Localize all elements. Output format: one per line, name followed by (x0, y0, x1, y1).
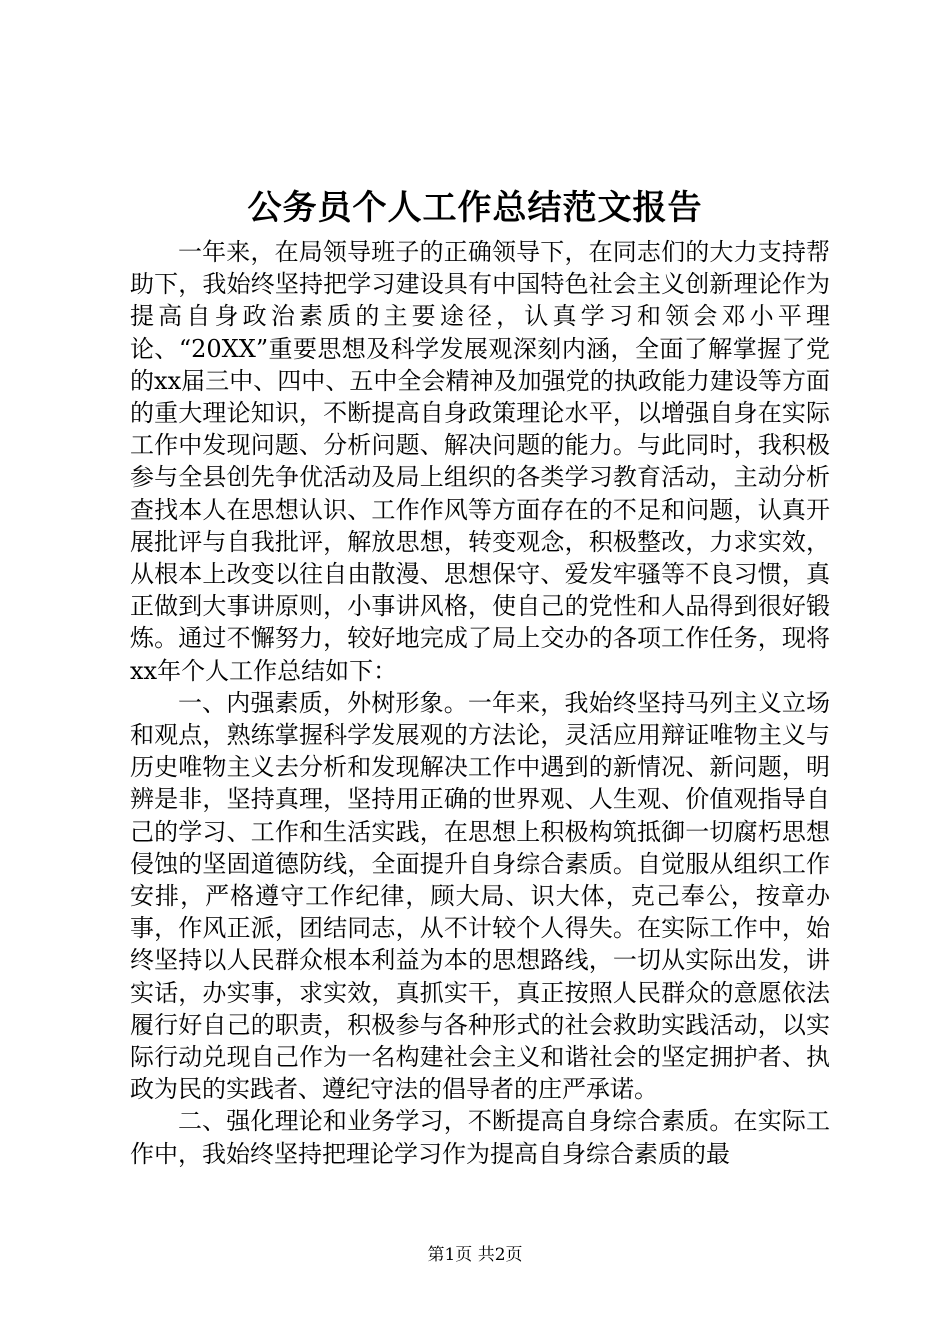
paragraph-intro: 一年来，在局领导班子的正确领导下，在同志们的大力支持帮助下，我始终坚持把学习建设具有中国特色社会主义创新理论作为提高自身政治素质的主要途径，认真学习和领会邓小平理论、“20XX”重要思想及科学发展观深刻内涵，全面了解掌握了党的xx届三中、四中、五中全会精神及加强党的执政能力建设等方面的重大理论知识，不断提高自身政策理论水平，以增强自身在实际工作中发现问题、分析问题、解决问题的能力。与此同时，我积极参与全县创先争优活动及局上组织的各类学习教育活动，主动分析查找本人在思想认识、工作作风等方面存在的不足和问题，认真开展批评与自我批评，解放思想，转变观念，积极整改，力求实效，从根本上改变以往自由散漫、思想保守、爱发牢骚等不良习惯，真正做到大事讲原则，小事讲风格，使自己的党性和人品得到很好锻炼。通过不懈努力，较好地完成了局上交办的各项工作任务，现将xx年个人工作总结如下： (130, 238, 830, 685)
document-title: 公务员个人工作总结范文报告 (247, 188, 703, 228)
paragraph-section-2: 二、强化理论和业务学习，不断提高自身综合素质。在实际工作中，我始终坚持把理论学习作为提高自身综合素质的最 (130, 1107, 830, 1168)
document-body (130, 236, 830, 1170)
paragraph-section-1: 一、内强素质，外树形象。一年来，我始终坚持马列主义立场和观点，熟练掌握科学发展观的方法论，灵活应用辩证唯物主义与历史唯物主义去分析和发现解决工作中遇到的新情况、新问题，明辨是非，坚持真理，坚持用正确的世界观、人生观、价值观指导自己的学习、工作和生活实践，在思想上积极构筑抵御一切腐朽思想侵蚀的坚固道德防线，全面提升自身综合素质。自觉服从组织工作安排，严格遵守工作纪律，顾大局、识大体，克己奉公，按章办事，作风正派，团结同志，从不计较个人得失。在实际工作中，始终坚持以人民群众根本利益为本的思想路线，一切从实际出发，讲实话，办实事，求实效，真抓实干，真正按照人民群众的意愿依法履行好自己的职责，积极参与各种形式的社会救助实践活动，以实际行动兑现自己作为一名构建社会主义和谐社会的坚定拥护者、执政为民的实践者、遵纪守法的倡导者的庄严承诺。 (130, 688, 830, 1104)
page-footer: 第1页 共2页 (427, 1245, 523, 1265)
